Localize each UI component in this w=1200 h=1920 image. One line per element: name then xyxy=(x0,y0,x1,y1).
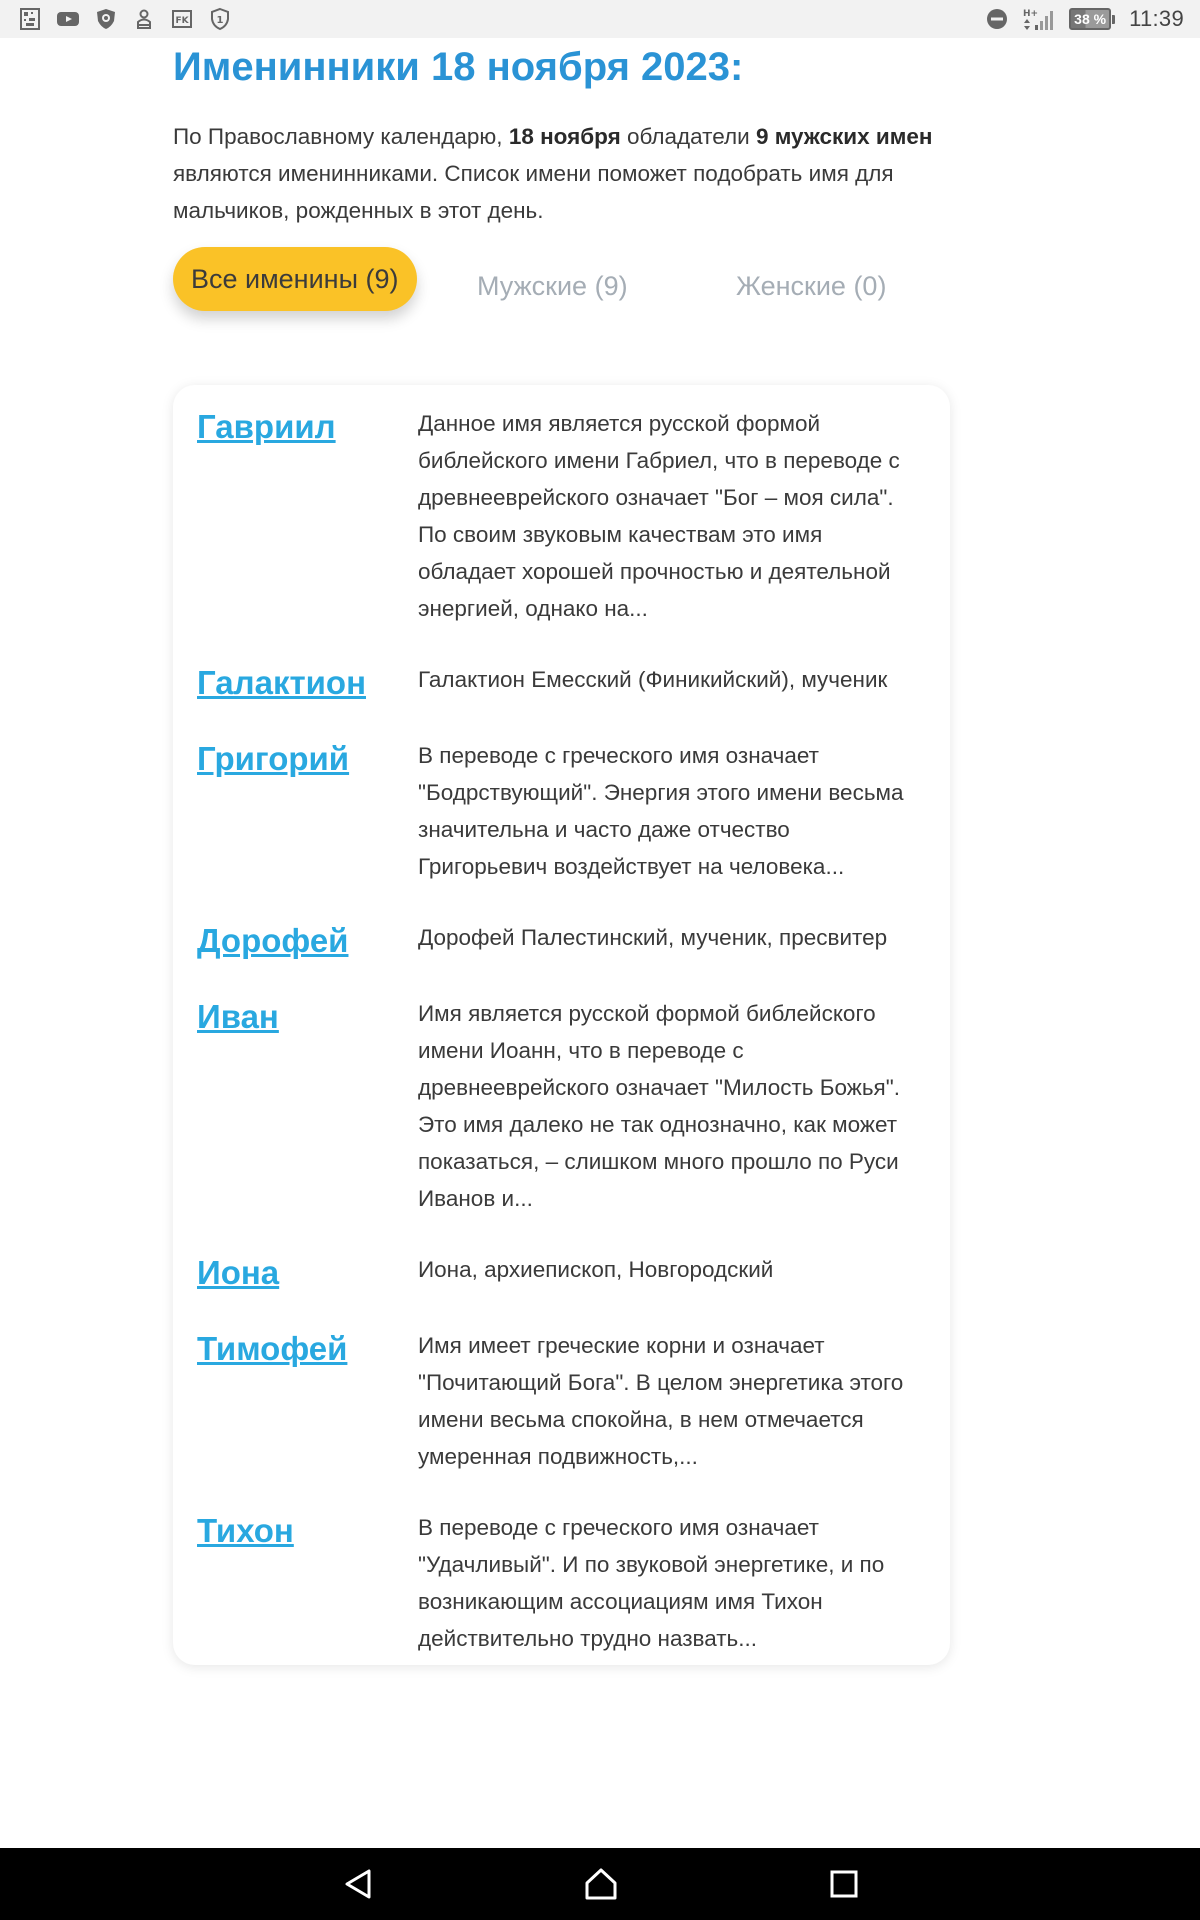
navigation-bar xyxy=(0,1848,1200,1920)
intro-date: 18 ноября xyxy=(508,124,621,149)
name-link[interactable]: Гавриил xyxy=(197,408,336,445)
status-bar-right xyxy=(985,6,1184,32)
fk-app-icon xyxy=(170,7,194,31)
back-icon xyxy=(341,1866,377,1902)
person-icon xyxy=(132,7,156,31)
shield-lion-icon xyxy=(94,7,118,31)
name-description: Галактион Емесский (Финикийский), мученик xyxy=(418,667,888,692)
name-description: Дорофей Палестинский, мученик, пресвитер xyxy=(418,925,888,950)
intro-part2: обладатели xyxy=(620,124,756,149)
filter-tabs xyxy=(173,247,950,337)
tab-female[interactable]: Женские (0) xyxy=(736,271,887,301)
name-link[interactable]: Иван xyxy=(197,998,279,1035)
intro-part1: По Православному календарю, xyxy=(173,124,509,149)
name-description: В переводе с греческого имя означает "Бодрствующий". Энергия этого имени весьма значительна и часто даже отчество Григорьевич воздействует на человека... xyxy=(418,743,904,879)
intro-text xyxy=(173,118,950,229)
signal-icon xyxy=(1023,7,1055,31)
tab-male[interactable]: Мужские (9) xyxy=(477,271,628,301)
name-description: Имя имеет греческие корни и означает "Почитающий Бога". В целом энергетика этого имени весьма спокойна, в нем отмечается умеренная подвижность,... xyxy=(418,1333,904,1469)
main-content xyxy=(173,38,950,1665)
name-link[interactable]: Тимофей xyxy=(197,1330,348,1367)
name-link[interactable]: Тихон xyxy=(197,1512,294,1549)
list-item xyxy=(197,1511,918,1657)
list-item xyxy=(197,921,918,961)
name-link[interactable]: Дорофей xyxy=(197,922,349,959)
names-card xyxy=(173,385,950,1665)
name-description: Данное имя является русской формой библейского имени Габриел, что в переводе с древнееврейского означает "Бог – моя сила". По своим звуковым качествам это имя обладает хорошей прочностью и деятельной энергией, однако на... xyxy=(418,411,900,621)
name-description: В переводе с греческого имя означает "Удачливый". И по звуковой энергетике, и по возникающим ассоциациям имя Тихон действительно трудно назвать... xyxy=(418,1515,885,1651)
home-button[interactable] xyxy=(583,1866,619,1902)
intro-count: 9 мужских имен xyxy=(755,124,933,149)
list-item xyxy=(197,1329,918,1475)
name-description: Имя является русской формой библейского имени Иоанн, что в переводе с древнееврейского означает "Милость Божья". Это имя далеко не так однозначно, как может показаться, – слишком много прошло по Руси Иванов и... xyxy=(418,1001,900,1211)
status-bar xyxy=(0,0,1200,38)
qr-app-icon xyxy=(18,7,42,31)
svg-text:FK: FK xyxy=(175,16,189,26)
youtube-icon xyxy=(56,7,80,31)
list-item xyxy=(197,663,918,703)
list-item xyxy=(197,407,918,627)
back-button[interactable] xyxy=(341,1866,377,1902)
battery-indicator xyxy=(1069,8,1115,30)
list-item xyxy=(197,739,918,885)
status-clock: 11:39 xyxy=(1129,6,1184,31)
svg-text:1: 1 xyxy=(216,15,224,26)
list-item xyxy=(197,1253,918,1293)
intro-part3: являются именинниками. Список имени поможет подобрать имя для мальчиков, рожденных в этот день. xyxy=(173,161,894,223)
tab-all[interactable]: Все именины (9) xyxy=(173,247,417,311)
status-bar-left xyxy=(18,7,232,31)
dnd-icon xyxy=(985,7,1009,31)
name-link[interactable]: Иона xyxy=(197,1254,280,1291)
shield-one-icon xyxy=(208,7,232,31)
battery-percent: 38 % xyxy=(1069,8,1111,30)
list-item xyxy=(197,997,918,1217)
name-link[interactable]: Григорий xyxy=(197,740,350,777)
recents-button[interactable] xyxy=(826,1866,862,1902)
name-description: Иона, архиепископ, Новгородский xyxy=(418,1257,774,1282)
battery-tip xyxy=(1112,15,1115,24)
name-link[interactable]: Галактион xyxy=(197,664,366,701)
network-type-label: H+ xyxy=(1023,9,1039,19)
home-icon xyxy=(583,1866,619,1902)
page-title: Именинники 18 ноября 2023: xyxy=(173,45,744,89)
recents-icon xyxy=(826,1866,862,1902)
